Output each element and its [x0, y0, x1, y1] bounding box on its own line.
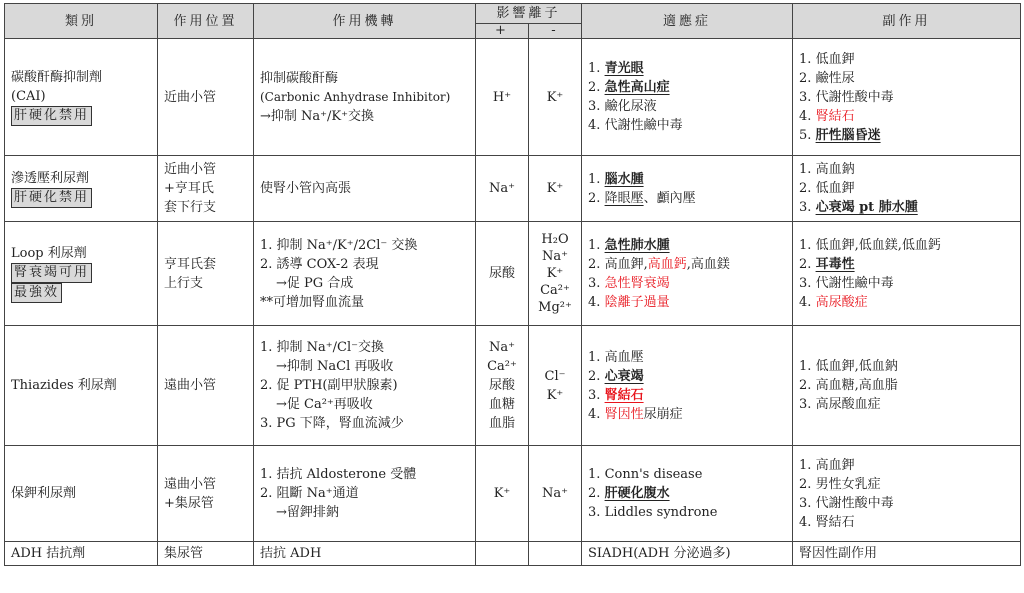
- list-item: [588, 348, 786, 367]
- ion: Cl⁻: [544, 368, 566, 384]
- side-effect-text: 腎因性副作用: [799, 546, 878, 561]
- category-name: 滲透壓利尿劑: [11, 171, 90, 186]
- mechanism-line: 拮抗 ADH: [260, 546, 322, 561]
- category-cell: [5, 542, 158, 566]
- item-number: 1.: [799, 359, 816, 374]
- list-item: [799, 179, 1014, 198]
- site-cell: [158, 326, 254, 446]
- mechanism-cell: [254, 326, 476, 446]
- item-number: 3.: [588, 387, 605, 403]
- item-text: 肝性腦昏迷: [815, 127, 881, 143]
- item-number: 2.: [799, 181, 816, 196]
- item-number: 2.: [588, 368, 605, 384]
- mechanism-line: →促 Ca²⁺再吸收: [276, 397, 373, 412]
- item-text: 腦水腫: [604, 171, 644, 187]
- item-text: 鹼化尿液: [604, 99, 657, 114]
- indications-cell: [582, 446, 793, 542]
- item-text: 男性女乳症: [815, 476, 881, 492]
- ion: K⁺: [546, 89, 564, 105]
- ion-minus-cell: [529, 39, 582, 156]
- list-item: [799, 69, 1014, 88]
- item-text: 急性肺水腫: [604, 237, 670, 253]
- list-item: [588, 59, 786, 78]
- item-text: 急性高山症: [604, 80, 670, 95]
- mechanism-line: →抑制 NaCl 再吸收: [276, 359, 394, 374]
- table-row: [5, 222, 1021, 326]
- list-item: [799, 494, 1014, 513]
- header-ion-plus: +: [476, 24, 529, 39]
- list-item: [588, 465, 786, 484]
- ion: Na⁺: [489, 340, 515, 355]
- category-name: ADH 拮抗劑: [11, 546, 86, 561]
- item-number: 2.: [799, 256, 816, 272]
- item-text: 高尿酸症: [815, 294, 868, 310]
- ion: H⁺: [492, 89, 512, 105]
- category-name: Thiazides 利尿劑: [11, 378, 117, 393]
- item-text: 腎結石: [604, 387, 644, 403]
- site-line: +集尿管: [164, 495, 214, 511]
- item-number: 3.: [799, 275, 816, 291]
- ion: 血糖: [488, 397, 515, 412]
- category-cell: [5, 326, 158, 446]
- site-cell: [158, 446, 254, 542]
- category-name: 碳酸酐酶抑制劑: [11, 70, 103, 85]
- item-text: 鹼性尿: [815, 70, 855, 86]
- mechanism-line: 3. PG 下降，腎血流減少: [260, 416, 404, 431]
- category-cell: [5, 39, 158, 156]
- item-number: 3.: [799, 397, 816, 412]
- item-number: 2.: [588, 190, 605, 206]
- list-item: [588, 189, 786, 208]
- item-text: 降眼壓: [604, 190, 644, 206]
- site-line: 亨耳氏套: [164, 256, 217, 272]
- side-effects-cell: [793, 39, 1021, 156]
- header-ions: 影響離子: [476, 4, 582, 24]
- contraindication-tag: 肝硬化禁用: [11, 106, 92, 126]
- indications-cell: [582, 326, 793, 446]
- category-cell: [5, 156, 158, 222]
- table-row: [5, 446, 1021, 542]
- list-item: [799, 395, 1014, 414]
- ion: K⁺: [493, 486, 511, 501]
- item-number: 4.: [588, 294, 605, 310]
- side-effects-cell: [793, 222, 1021, 326]
- site-cell: [158, 39, 254, 156]
- list-item: [588, 274, 786, 293]
- item-text: 青光眼: [604, 61, 644, 76]
- category-subname: (CAI): [11, 89, 46, 104]
- indications-cell: [582, 156, 793, 222]
- item-number: 3.: [799, 89, 816, 105]
- item-text: 高血鈉: [815, 162, 855, 177]
- site-line: 近曲小管: [164, 162, 217, 177]
- ion: K⁺: [546, 387, 564, 403]
- ion: 尿酸: [488, 266, 515, 281]
- item-text: 陰離子過量: [604, 294, 670, 310]
- category-name: 保鉀利尿劑: [11, 486, 77, 501]
- list-item: [799, 50, 1014, 69]
- item-number: 4.: [588, 406, 605, 422]
- item-text: 腎因性: [604, 406, 644, 422]
- category-name: Loop 利尿劑: [11, 246, 87, 261]
- side-effects-cell: [793, 326, 1021, 446]
- list-item: [588, 405, 786, 424]
- list-item: [588, 293, 786, 312]
- ion: Ca²⁺: [540, 283, 570, 298]
- ion: Na⁺: [542, 486, 568, 501]
- item-number: 1.: [588, 349, 605, 365]
- item-text: Conn's disease: [604, 467, 703, 482]
- item-number: 2.: [588, 486, 605, 501]
- item-text: 高血糖,高血脂: [815, 378, 898, 393]
- item-text: 代謝性鹼中毒: [815, 275, 894, 291]
- ion: Na⁺: [542, 249, 568, 264]
- list-item: [799, 255, 1014, 274]
- mechanism-cell: [254, 222, 476, 326]
- indication-text: SIADH(ADH 分泌過多): [588, 546, 731, 561]
- header-category: 類別: [5, 4, 158, 39]
- item-number: 3.: [588, 99, 605, 114]
- item-text: 心衰竭 pt 肺水腫: [815, 200, 918, 215]
- side-effects-cell: [793, 156, 1021, 222]
- list-item: [588, 503, 786, 522]
- item-number: 3.: [799, 200, 816, 215]
- indications-cell: [582, 39, 793, 156]
- item-number: 4.: [588, 118, 605, 133]
- ion: K⁺: [546, 181, 564, 196]
- list-item: [588, 255, 786, 274]
- item-number: 1.: [588, 61, 605, 76]
- item-text: 急性腎衰竭: [604, 275, 670, 291]
- list-item: [799, 236, 1014, 255]
- item-text: 高血鈣: [647, 256, 687, 272]
- mechanism-cell: [254, 39, 476, 156]
- table-row: [5, 39, 1021, 156]
- item-number: 2.: [799, 476, 816, 492]
- list-item: [588, 367, 786, 386]
- list-item: [588, 484, 786, 503]
- item-number: 3.: [588, 505, 605, 520]
- ion: Mg²⁺: [538, 300, 572, 315]
- item-number: 1.: [799, 237, 816, 253]
- contraindication-tag: 肝硬化禁用: [11, 188, 92, 208]
- list-item: [799, 107, 1014, 126]
- item-number: 3.: [799, 495, 816, 511]
- mechanism-line: (Carbonic Anhydrase Inhibitor): [260, 89, 451, 104]
- item-text: 代謝性酸中毒: [815, 495, 894, 511]
- item-number: 3.: [588, 275, 605, 291]
- header-ion-minus: -: [529, 24, 582, 39]
- site-cell: [158, 222, 254, 326]
- list-item: [588, 116, 786, 135]
- ion-minus-cell: [529, 326, 582, 446]
- site-line: 遠曲小管: [164, 378, 217, 393]
- header-side-effects: 副作用: [793, 4, 1021, 39]
- item-text: 低血鉀,低血鎂,低血鈣: [815, 237, 941, 253]
- item-number: 1.: [588, 171, 605, 187]
- ion-minus-cell: [529, 542, 582, 566]
- mechanism-line: 2. 阻斷 Na⁺通道: [260, 486, 359, 501]
- site-line: 遠曲小管: [164, 476, 217, 492]
- ion-plus-cell: [476, 542, 529, 566]
- list-item: [588, 78, 786, 97]
- category-cell: [5, 446, 158, 542]
- indication-tag: 腎衰竭可用: [11, 263, 92, 283]
- list-item: [799, 513, 1014, 532]
- ion: Ca²⁺: [487, 359, 517, 374]
- site-cell: [158, 156, 254, 222]
- indications-cell: [582, 222, 793, 326]
- item-number: 4.: [799, 108, 816, 124]
- mechanism-line: 1. 抑制 Na⁺/K⁺/2Cl⁻ 交換: [260, 237, 418, 253]
- potency-tag: 最強效: [11, 283, 62, 303]
- item-text: 低血鉀: [815, 181, 855, 196]
- item-number: 5.: [799, 127, 816, 143]
- item-number: 2.: [799, 378, 816, 393]
- mechanism-cell: [254, 542, 476, 566]
- ion-minus-cell: [529, 156, 582, 222]
- item-number: 1.: [799, 162, 816, 177]
- header-indications: 適應症: [582, 4, 793, 39]
- item-text: 高尿酸血症: [815, 397, 881, 412]
- item-text: 高血鉀,: [604, 256, 648, 272]
- table-row: [5, 326, 1021, 446]
- list-item: [588, 97, 786, 116]
- item-text: 代謝性鹼中毒: [604, 118, 683, 133]
- site-line: 套下行支: [164, 200, 217, 215]
- item-number: 1.: [799, 51, 816, 67]
- site-line: 集尿管: [164, 546, 204, 561]
- item-text: Liddles syndrone: [604, 505, 718, 520]
- mechanism-line: 1. 拮抗 Aldosterone 受體: [260, 467, 417, 482]
- ion: 尿酸: [488, 378, 515, 393]
- list-item: [799, 456, 1014, 475]
- ion-minus-cell: [529, 222, 582, 326]
- item-suffix: 、顱內壓: [643, 190, 696, 206]
- ion-plus-cell: [476, 222, 529, 326]
- item-number: 2.: [588, 256, 605, 272]
- mechanism-line: 抑制碳酸酐酶: [260, 70, 339, 86]
- site-line: 上行支: [164, 275, 204, 291]
- mechanism-line: **可增加腎血流量: [260, 294, 365, 310]
- item-text: 尿崩症: [643, 406, 683, 422]
- ion: H₂O: [541, 232, 569, 247]
- list-item: [799, 126, 1014, 145]
- ion-minus-cell: [529, 446, 582, 542]
- item-text: ,高血鎂: [686, 256, 730, 272]
- list-item: [799, 160, 1014, 179]
- list-item: [799, 88, 1014, 107]
- list-item: [799, 198, 1014, 217]
- item-text: 腎結石: [815, 514, 855, 530]
- item-text: 低血鉀,低血鈉: [815, 359, 898, 374]
- ion-plus-cell: [476, 156, 529, 222]
- header-site: 作用位置: [158, 4, 254, 39]
- list-item: [588, 386, 786, 405]
- list-item: [588, 170, 786, 189]
- item-text: 肝硬化腹水: [604, 486, 670, 501]
- mechanism-line: →促 PG 合成: [276, 275, 354, 291]
- indications-cell: [582, 542, 793, 566]
- item-text: 心衰竭: [604, 368, 644, 384]
- mechanism-line: 使腎小管內高張: [260, 181, 352, 196]
- ion: K⁺: [546, 266, 564, 281]
- ion-plus-cell: [476, 446, 529, 542]
- site-cell: [158, 542, 254, 566]
- item-number: 1.: [588, 237, 605, 253]
- item-text: 腎結石: [815, 108, 855, 124]
- diuretics-table: [4, 3, 1021, 566]
- side-effects-cell: [793, 542, 1021, 566]
- item-number: 2.: [588, 80, 605, 95]
- item-text: 高血壓: [604, 349, 644, 365]
- item-number: 2.: [799, 70, 816, 86]
- mechanism-line: 1. 抑制 Na⁺/Cl⁻交換: [260, 340, 385, 355]
- ion-plus-cell: [476, 39, 529, 156]
- mechanism-line: 2. 誘導 COX-2 表現: [260, 256, 379, 272]
- item-text: 低血鉀: [815, 51, 855, 67]
- table-row: [5, 156, 1021, 222]
- item-text: 耳毒性: [815, 256, 855, 272]
- item-number: 4.: [799, 514, 816, 530]
- table-row: [5, 542, 1021, 566]
- ion: 血脂: [488, 416, 515, 431]
- ion: Na⁺: [489, 181, 515, 196]
- category-cell: [5, 222, 158, 326]
- list-item: [799, 274, 1014, 293]
- site-line: +亨耳氏: [164, 181, 214, 196]
- list-item: [588, 236, 786, 255]
- mechanism-line: 2. 促 PTH(副甲狀腺素): [260, 378, 398, 393]
- item-number: 1.: [799, 457, 816, 473]
- mechanism-cell: [254, 446, 476, 542]
- header-mechanism: 作用機轉: [254, 4, 476, 39]
- mechanism-cell: [254, 156, 476, 222]
- list-item: [799, 293, 1014, 312]
- list-item: [799, 376, 1014, 395]
- mechanism-line: →抑制 Na⁺/K⁺交換: [260, 108, 374, 124]
- ion-plus-cell: [476, 326, 529, 446]
- item-text: 代謝性酸中毒: [815, 89, 894, 105]
- side-effects-cell: [793, 446, 1021, 542]
- list-item: [799, 475, 1014, 494]
- item-text: 高血鉀: [815, 457, 855, 473]
- list-item: [799, 357, 1014, 376]
- item-number: 4.: [799, 294, 816, 310]
- item-number: 1.: [588, 467, 605, 482]
- mechanism-line: →留鉀排鈉: [276, 505, 339, 520]
- site-line: 近曲小管: [164, 89, 217, 105]
